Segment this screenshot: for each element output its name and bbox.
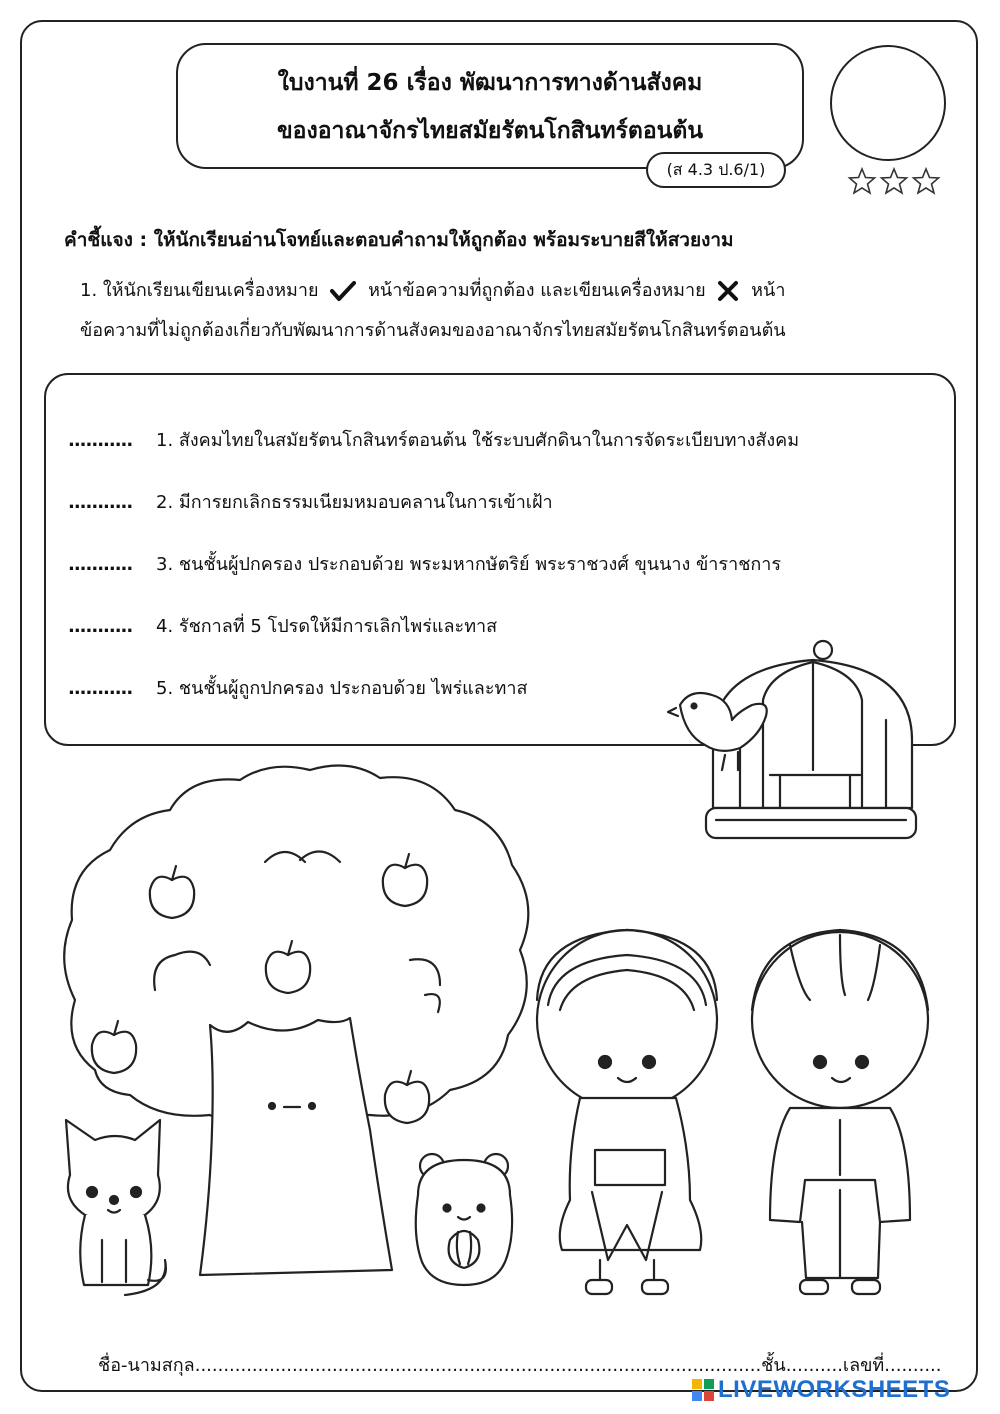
question-text: 1. สังคมไทยในสมัยรัตนโกสินทร์ตอนต้น ใช้ระบบศักดินาในการจัดระเบียบทางสังคม xyxy=(156,430,800,451)
instruction-text-b: หน้าข้อความที่ถูกต้อง และเขียนเครื่องหมาย xyxy=(368,280,706,301)
answer-blank-1[interactable]: ........... xyxy=(68,430,133,451)
instruction-item-1-line-2: ข้อความที่ไม่ถูกต้องเกี่ยวกับพัฒนาการด้านสังคมของอาณาจักรไทยสมัยรัตนโกสินทร์ตอนต้น xyxy=(80,320,786,341)
instruction-text-c: หน้า xyxy=(751,280,786,301)
class-label: ชั้น xyxy=(761,1355,786,1376)
instruction-text-a: 1. ให้นักเรียนเขียนเครื่องหมาย xyxy=(80,280,319,301)
brand-watermark: LIVEWORKSHEETS xyxy=(718,1376,951,1403)
question-text: 3. ชนชั้นผู้ปกครอง ประกอบด้วย พระมหากษัตริย์ พระราชวงศ์ ขุนนาง ข้าราชการ xyxy=(156,554,782,575)
student-info-line xyxy=(98,1350,942,1379)
question-text: 5. ชนชั้นผู้ถูกปกครอง ประกอบด้วย ไพร่และทาส xyxy=(156,678,528,699)
name-field[interactable]: ................................................................................................... xyxy=(194,1355,762,1376)
class-field[interactable]: .......... xyxy=(785,1355,843,1376)
number-label: เลขที่ xyxy=(842,1355,885,1376)
fox-icon xyxy=(66,1120,166,1295)
instruction-heading: คำชี้แจง : ให้นักเรียนอ่านโจทย์และตอบคำถามให้ถูกต้อง พร้อมระบายสีให้สวยงาม xyxy=(64,229,734,251)
title-line-1: ใบงานที่ 26 เรื่อง พัฒนาการทางด้านสังคม xyxy=(277,70,703,96)
answer-blank-4[interactable]: ........... xyxy=(68,616,133,637)
answer-blank-2[interactable]: ........... xyxy=(68,492,133,513)
liveworksheets-logo-icon xyxy=(692,1379,714,1401)
hamster-icon xyxy=(416,1154,512,1285)
answer-blank-3[interactable]: ........... xyxy=(68,554,133,575)
thai-boy-icon xyxy=(752,930,928,1294)
name-label: ชื่อ-นามสกุล xyxy=(98,1355,195,1376)
indicator-code: (ส 4.3 ป.6/1) xyxy=(646,152,786,188)
thai-girl-icon xyxy=(537,930,717,1294)
question-text: 4. รัชกาลที่ 5 โปรดให้มีการเลิกไพร่และทาส xyxy=(156,616,498,637)
question-text: 2. มีการยกเลิกธรรมเนียมหมอบคลานในการเข้าเฝ้า xyxy=(156,492,553,513)
number-field[interactable]: .......... xyxy=(884,1355,942,1376)
answer-blank-5[interactable]: ........... xyxy=(68,678,133,699)
title-line-2: ของอาณาจักรไทยสมัยรัตนโกสินทร์ตอนต้น xyxy=(276,118,704,144)
